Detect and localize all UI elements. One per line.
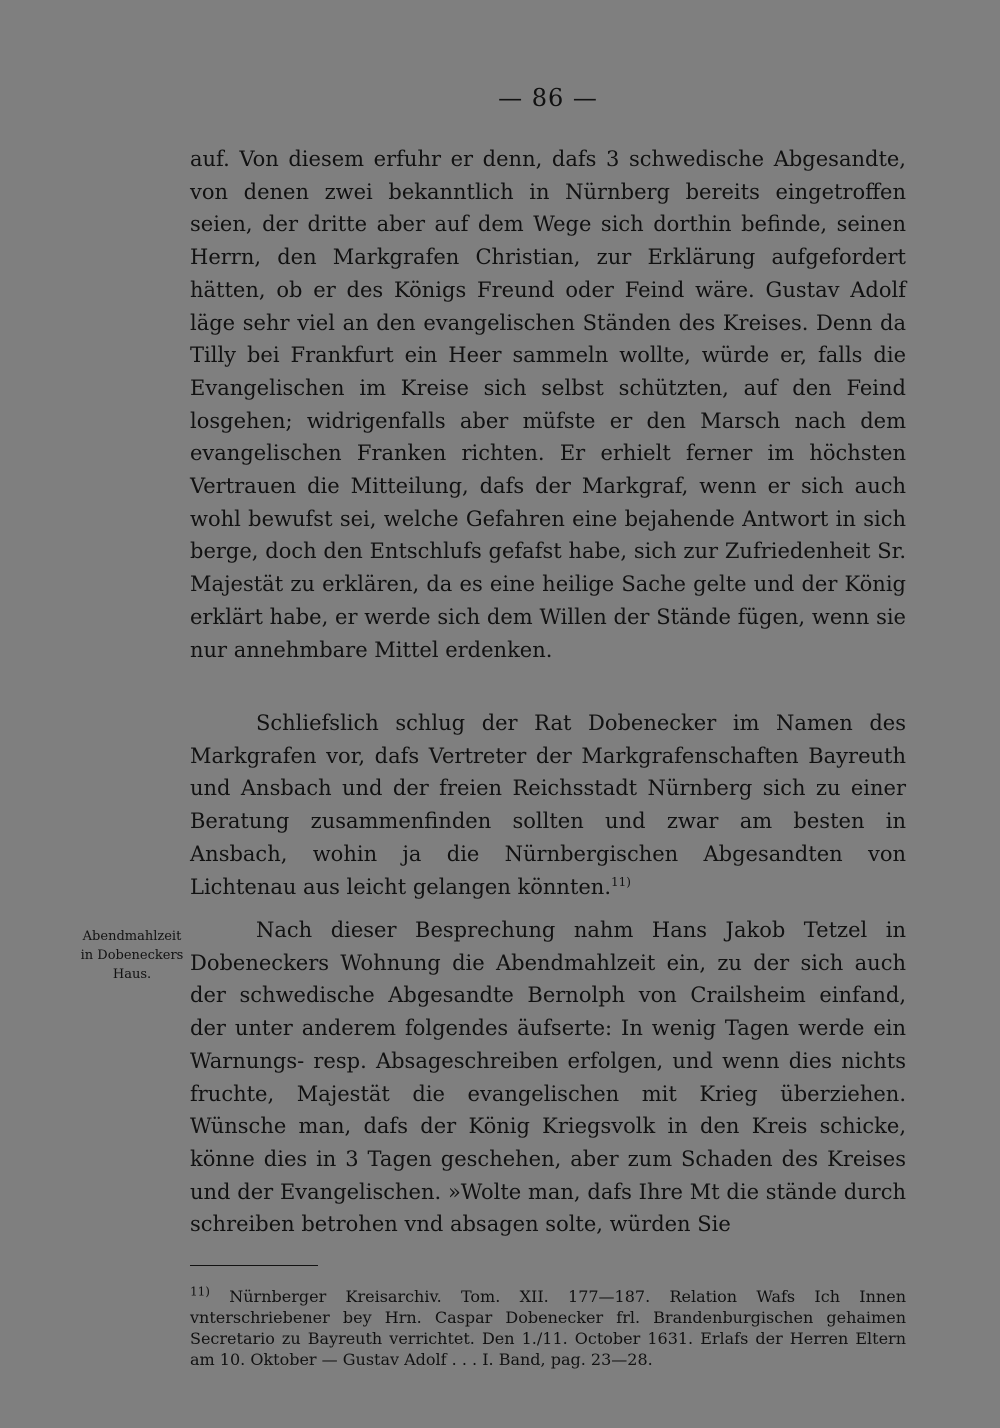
paragraph-3: Nach dieser Besprechung nahm Hans Jakob Tetzel in Dobeneckers Wohnung die Abendmahlzeit ein, zu der sich auch der schwedische Abgesandte Bernolph von Crailsheim einfand, der unter anderem folgendes äufserte: In wenig Tagen werde ein Warnungs- resp. Absageschreiben erfolgen, und wenn dies nichts fruchte, Majestät die evangelischen mit Krieg überziehen. Wünsche man, dafs der König Kriegsvolk in den Kreis schicke, könne dies in 3 Tagen geschehen, aber zum Schaden des Kreises und der Evangelischen. »Wolte man, dafs Ihre Mt die stände durch schreiben betrohen vnd absagen solte, würden Sie xyxy=(190,918,906,1237)
paragraph-2-text: Schliefslich schlug der Rat Dobenecker im Namen des Markgrafen vor, dafs Vertreter der Markgrafenschaften Bayreuth und Ansbach und der freien Reichsstadt Nürnberg sich zu einer Beratung zusammenfinden sollten und zwar am besten in Ansbach, wohin ja die Nürnbergischen Abgesandten von Lichtenau aus leicht gelangen könnten. xyxy=(190,711,906,899)
paragraph-2 xyxy=(190,707,906,903)
footnote-text: Nürnberger Kreisarchiv. Tom. XII. 177—187. Relation Wafs Ich Innen vnterschriebener bey Hrn. Caspar Dobenecker frl. Brandenburgischen gehaimen Secretario zu Bayreuth verrichtet. Den 1./11. October 1631. Erlafs der Herren Eltern am 10. Oktober — Gustav Adolf . . . I. Band, pag. 23—28. xyxy=(190,1287,906,1369)
footnote-divider xyxy=(190,1265,318,1266)
paragraph-1: auf. Von diesem erfuhr er denn, dafs 3 schwedische Abgesandte, von denen zwei bekanntlich in Nürnberg bereits eingetroffen seien, der dritte aber auf dem Wege sich dorthin befinde, seinen Herrn, den Markgrafen Christian, zur Erklärung aufgefordert hätten, ob er des Königs Freund oder Feind wäre. Gustav Adolf läge sehr viel an den evangelischen Ständen des Kreises. Denn da Tilly bei Frankfurt ein Heer sammeln wollte, würde er, falls die Evangelischen im Kreise sich selbst schützten, auf den Feind losgehen; widrigenfalls aber müfste er den Marsch nach dem evangelischen Franken richten. Er erhielt ferner im höchsten Vertrauen die Mitteilung, dafs der Markgraf, wenn er sich auch wohl bewufst sei, welche Gefahren eine bejahende Antwort in sich berge, doch den Entschlufs gefafst habe, sich zur Zufriedenheit Sr. Majestät zu erklären, da es eine heilige Sache gelte und der König erklärt habe, er werde sich dem Willen der Stände fügen, wenn sie nur annehmbare Mittel erdenken. xyxy=(190,147,906,662)
footnote-reference: 11) xyxy=(611,874,631,889)
footnote-marker: 11) xyxy=(190,1284,210,1299)
page-number: — 86 — xyxy=(498,84,598,112)
margin-note: Abendmahlzeit in Dobeneckers Haus. xyxy=(80,929,184,982)
footnote xyxy=(190,1286,906,1370)
